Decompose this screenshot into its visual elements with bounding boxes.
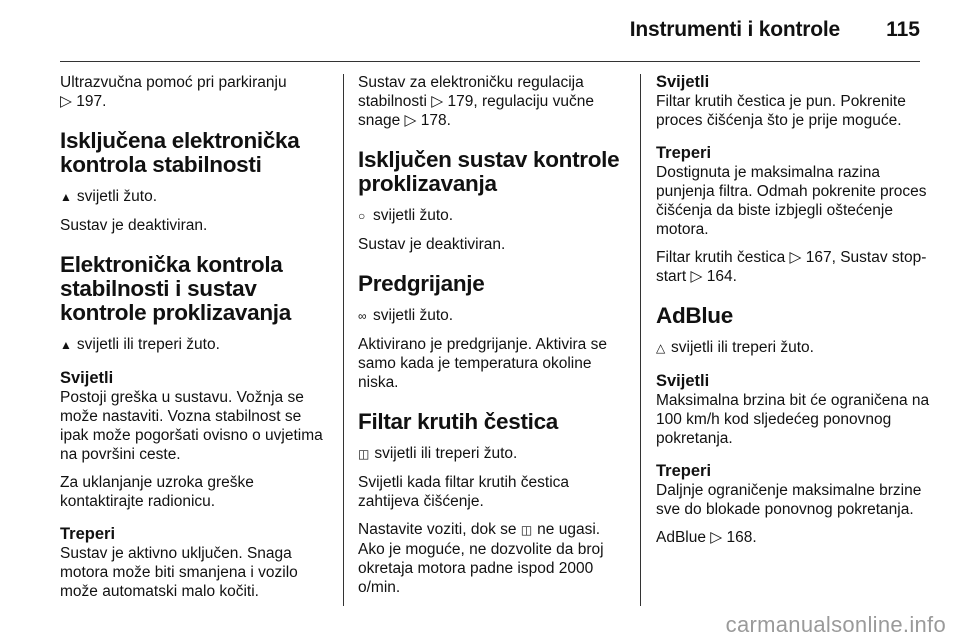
paragraph: Sustav je deaktiviran.: [358, 236, 506, 253]
subheading-svijetli: Svijetli: [656, 73, 710, 91]
subheading-treperi: Treperi: [656, 144, 712, 162]
arrow-icon: ▷: [60, 93, 72, 110]
paragraph: Dostignuta je maksimalna razina punjenja filtra. Odmah pokrenite proces čišćenja da biste izbjegli oštećenje motora.: [656, 164, 927, 238]
column-divider: [343, 74, 344, 606]
parking-assist-ref: Ultrazvučna pomoć pri parkiranju: [60, 74, 287, 91]
paragraph: Daljnje ograničenje maksimalne brzine sve do blokade ponovnog pokretanja.: [656, 482, 922, 518]
heading-preheat: Predgrijanje: [358, 271, 485, 296]
heading-tc-off: Isključen sustav kontrole proklizavanja: [358, 147, 620, 196]
paragraph: ∞ svijetli žuto.: [358, 307, 454, 324]
paragraph: ▲ svijetli žuto.: [60, 188, 158, 205]
adblue-icon: △: [656, 341, 666, 355]
paragraph: Filtar krutih čestica je pun. Pokrenite proces čišćenja što je prije moguće.: [656, 93, 906, 129]
column-2: [358, 73, 630, 606]
paragraph: Sustav je deaktiviran.: [60, 217, 208, 234]
heading-adblue: AdBlue: [656, 303, 733, 328]
paragraph: Aktivirano je predgrijanje. Aktivira se samo kada je temperatura okoline niska.: [358, 336, 607, 391]
subheading-svijetli: Svijetli: [656, 372, 710, 390]
arrow-icon: ▷: [690, 268, 703, 285]
paragraph: Sustav je aktivno uključen. Snaga motora može biti smanjena i vozilo može automatski malo kočiti.: [60, 545, 298, 600]
page-number: 115: [886, 18, 920, 41]
subheading-treperi: Treperi: [656, 462, 712, 480]
arrow-icon: ▷: [431, 93, 444, 110]
heading-esc-tc: Elektronička kontrola stabilnosti i sustav kontrole proklizavanja: [60, 252, 291, 325]
paragraph: AdBlue ▷ 168.: [656, 529, 757, 546]
heading-esc-off: Isključena elektronička kontrola stabilnosti: [60, 128, 300, 177]
paragraph: ▲ svijetli ili treperi žuto.: [60, 336, 220, 353]
esc-icon: ▲: [60, 338, 72, 352]
heading-dpf: Filtar krutih čestica: [358, 409, 559, 434]
tc-off-icon: ○: [358, 209, 366, 223]
paragraph: ◫ svijetli ili treperi žuto.: [358, 445, 518, 462]
esc-off-icon: ▲: [60, 190, 72, 204]
glow-plug-icon: ∞: [358, 309, 367, 323]
dpf-icon: ◫: [358, 447, 370, 461]
paragraph: Maksimalna brzina bit će ograničena na 100 km/h kod sljedećeg ponovnog pokretanja.: [656, 392, 930, 447]
dpf-icon: ◫: [520, 523, 533, 537]
paragraph: △ svijetli ili treperi žuto.: [656, 339, 814, 356]
page-ref[interactable]: 197.: [76, 93, 107, 110]
paragraph: Sustav za elektroničku regulacija stabilnosti ▷ 179, regulaciju vučne snage ▷ 178.: [358, 74, 594, 129]
paragraph: Za uklanjanje uzroka greške kontaktirajte radionicu.: [60, 474, 254, 510]
paragraph: ○ svijetli žuto.: [358, 207, 454, 224]
watermark: carmanualsonline.info: [725, 612, 946, 637]
column-3: [656, 73, 931, 556]
column-divider: [640, 74, 641, 606]
arrow-icon: ▷: [789, 249, 802, 266]
paragraph: [60, 73, 330, 111]
paragraph: Svijetli kada filtar krutih čestica zahtijeva čišćenje.: [358, 474, 570, 510]
paragraph: Filtar krutih čestica ▷ 167, Sustav stop-start ▷ 164.: [656, 249, 927, 285]
arrow-icon: ▷: [710, 529, 723, 546]
paragraph: Postoji greška u sustavu. Vožnja se može nastaviti. Vozna stabilnost se ipak može pogoršati ovisno o uvjetima na površini ceste.: [60, 389, 323, 463]
column-1: [60, 73, 330, 610]
page-header: [60, 0, 920, 62]
arrow-icon: ▷: [404, 112, 417, 129]
subheading-svijetli: Svijetli: [60, 369, 114, 387]
header-title: Instrumenti i kontrole: [629, 18, 840, 41]
subheading-treperi: Treperi: [60, 525, 116, 543]
paragraph: Nastavite voziti, dok se ◫ ne ugasi. Ako je moguće, ne dozvolite da broj okretaja motora padne ispod 2000 o/min.: [358, 521, 604, 596]
